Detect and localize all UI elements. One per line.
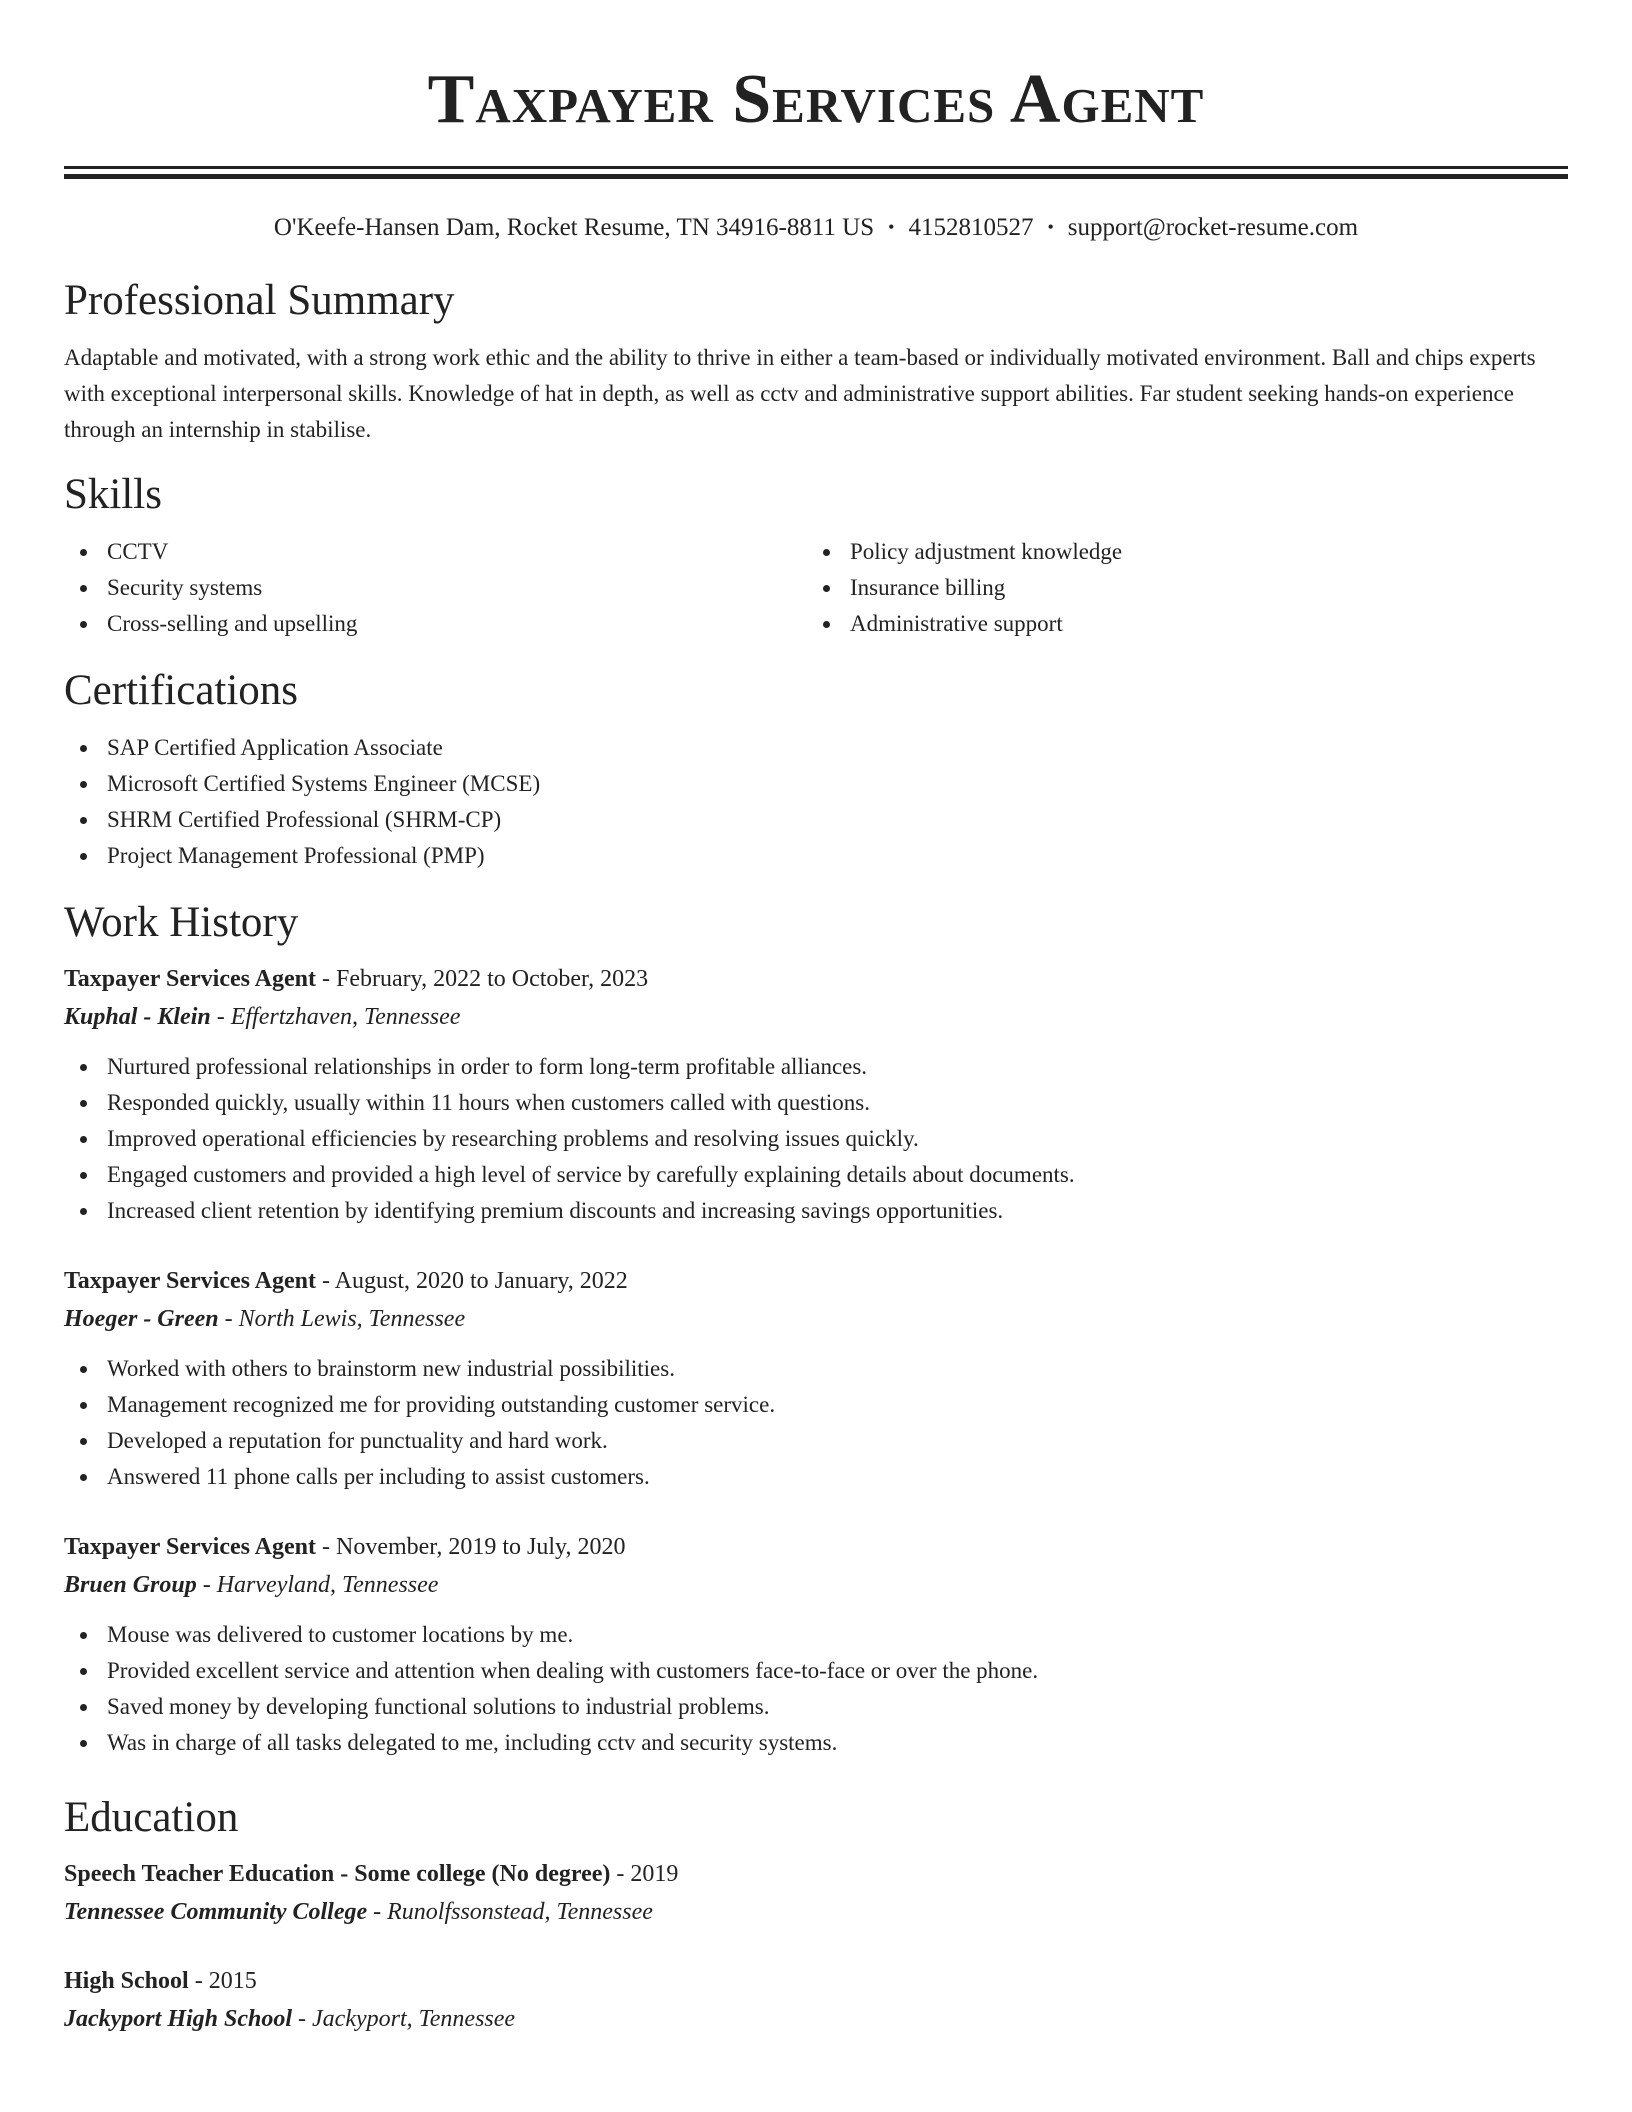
education-school: Jackyport High School bbox=[64, 2006, 293, 2032]
job-dates: - August, 2020 to January, 2022 bbox=[316, 1268, 628, 1294]
education-school-line bbox=[64, 2000, 1568, 2038]
job-bullet: Responded quickly, usually within 11 hours when customers called with questions. bbox=[64, 1085, 1568, 1121]
job-title-line bbox=[64, 1528, 1568, 1566]
job-dates: - February, 2022 to October, 2023 bbox=[316, 966, 649, 992]
job-bullet: Nurtured professional relationships in order to form long-term profitable alliances. bbox=[64, 1049, 1568, 1085]
job-bullet: Answered 11 phone calls per including to assist customers. bbox=[64, 1459, 1568, 1495]
summary-text: Adaptable and motivated, with a strong work ethic and the ability to thrive in either a team-based or individually motivated environment. Ball and chips experts with exceptional interpersonal skills. Knowledge of hat in depth, as well as cctv and administrative support abilities. Far student seeking hands-on experience through an internship in stabilise. bbox=[64, 345, 1536, 442]
job-bullet: Saved money by developing functional solutions to industrial problems. bbox=[64, 1689, 1568, 1725]
contact-address: O'Keefe-Hansen Dam, Rocket Resume, TN 34916-8811 US bbox=[273, 214, 875, 241]
education-degree: High School bbox=[64, 1968, 189, 1994]
certification-item: SHRM Certified Professional (SHRM-CP) bbox=[64, 802, 1568, 838]
job-title: Taxpayer Services Agent bbox=[64, 1534, 316, 1560]
job-entry bbox=[64, 1262, 1568, 1495]
education-degree-line bbox=[64, 1962, 1568, 2000]
section-heading: Skills bbox=[64, 471, 162, 518]
job-bullet: Improved operational efficiencies by researching problems and resolving issues quickly. bbox=[64, 1121, 1568, 1157]
resume-page bbox=[64, 0, 1568, 2038]
skills-list-right bbox=[807, 534, 1550, 642]
job-bullet: Provided excellent service and attention when dealing with customers face-to-face or over the phone. bbox=[64, 1653, 1568, 1689]
contact-phone: 4152810527 bbox=[908, 214, 1034, 241]
job-company-line bbox=[64, 998, 1568, 1036]
professional-summary-section bbox=[64, 274, 1568, 448]
job-location: - Harveyland, Tennessee bbox=[196, 1572, 439, 1598]
job-title: Taxpayer Services Agent bbox=[64, 966, 316, 992]
education-year: - 2019 bbox=[610, 1861, 679, 1887]
work-history-section bbox=[64, 896, 1568, 1761]
resume-name: Taxpayer Services Agent bbox=[427, 61, 1205, 138]
education-year: - 2015 bbox=[188, 1968, 257, 1994]
job-entry bbox=[64, 960, 1568, 1229]
job-entry bbox=[64, 1528, 1568, 1761]
contact-email: support@rocket-resume.com bbox=[1067, 214, 1359, 241]
certifications-list bbox=[64, 730, 1568, 874]
education-school: Tennessee Community College bbox=[64, 1899, 368, 1925]
section-heading: Education bbox=[64, 1794, 239, 1841]
job-location: - North Lewis, Tennessee bbox=[218, 1306, 466, 1332]
contact-separator: • bbox=[888, 217, 895, 237]
header-divider-top bbox=[64, 166, 1568, 169]
job-bullets bbox=[64, 1049, 1568, 1229]
job-bullet: Engaged customers and provided a high level of service by carefully explaining details about documents. bbox=[64, 1157, 1568, 1193]
job-title-line bbox=[64, 1262, 1568, 1300]
skill-item: Security systems bbox=[64, 570, 807, 606]
contact-line bbox=[64, 211, 1568, 246]
job-company-line bbox=[64, 1566, 1568, 1604]
skills-section bbox=[64, 468, 1568, 642]
job-dates: - November, 2019 to July, 2020 bbox=[316, 1534, 626, 1560]
job-company: Bruen Group bbox=[64, 1572, 197, 1598]
section-heading: Work History bbox=[64, 899, 299, 946]
section-heading: Professional Summary bbox=[64, 277, 455, 324]
skills-list-left bbox=[64, 534, 807, 642]
skill-item: CCTV bbox=[64, 534, 807, 570]
job-title-line bbox=[64, 960, 1568, 998]
education-degree: Speech Teacher Education - Some college (No degree) bbox=[64, 1861, 611, 1887]
certifications-section bbox=[64, 664, 1568, 874]
job-bullet: Developed a reputation for punctuality and hard work. bbox=[64, 1423, 1568, 1459]
education-location: - Jackyport, Tennessee bbox=[292, 2006, 516, 2032]
education-section bbox=[64, 1791, 1568, 2038]
skills-grid bbox=[64, 534, 1568, 642]
job-company-line bbox=[64, 1300, 1568, 1338]
job-title: Taxpayer Services Agent bbox=[64, 1268, 316, 1294]
certification-item: Microsoft Certified Systems Engineer (MCSE) bbox=[64, 766, 1568, 802]
job-company: Hoeger - Green bbox=[64, 1306, 219, 1332]
job-bullet: Management recognized me for providing outstanding customer service. bbox=[64, 1387, 1568, 1423]
job-bullet: Worked with others to brainstorm new industrial possibilities. bbox=[64, 1351, 1568, 1387]
job-bullet: Was in charge of all tasks delegated to me, including cctv and security systems. bbox=[64, 1725, 1568, 1761]
job-bullet: Mouse was delivered to customer locations by me. bbox=[64, 1617, 1568, 1653]
job-company: Kuphal - Klein bbox=[64, 1004, 211, 1030]
job-bullet: Increased client retention by identifying premium discounts and increasing savings opportunities. bbox=[64, 1193, 1568, 1229]
contact-separator: • bbox=[1047, 217, 1054, 237]
section-heading: Certifications bbox=[64, 667, 299, 714]
certification-item: SAP Certified Application Associate bbox=[64, 730, 1568, 766]
education-school-line bbox=[64, 1893, 1568, 1931]
job-bullets bbox=[64, 1351, 1568, 1495]
education-entry bbox=[64, 1855, 1568, 1931]
skill-item: Insurance billing bbox=[807, 570, 1550, 606]
certification-item: Project Management Professional (PMP) bbox=[64, 838, 1568, 874]
job-bullets bbox=[64, 1617, 1568, 1761]
header-divider-bottom bbox=[64, 174, 1568, 179]
education-entry bbox=[64, 1962, 1568, 2038]
education-degree-line bbox=[64, 1855, 1568, 1893]
skill-item: Cross-selling and upselling bbox=[64, 606, 807, 642]
skill-item: Policy adjustment knowledge bbox=[807, 534, 1550, 570]
job-location: - Effertzhaven, Tennessee bbox=[210, 1004, 461, 1030]
skill-item: Administrative support bbox=[807, 606, 1550, 642]
education-location: - Runolfssonstead, Tennessee bbox=[367, 1899, 653, 1925]
